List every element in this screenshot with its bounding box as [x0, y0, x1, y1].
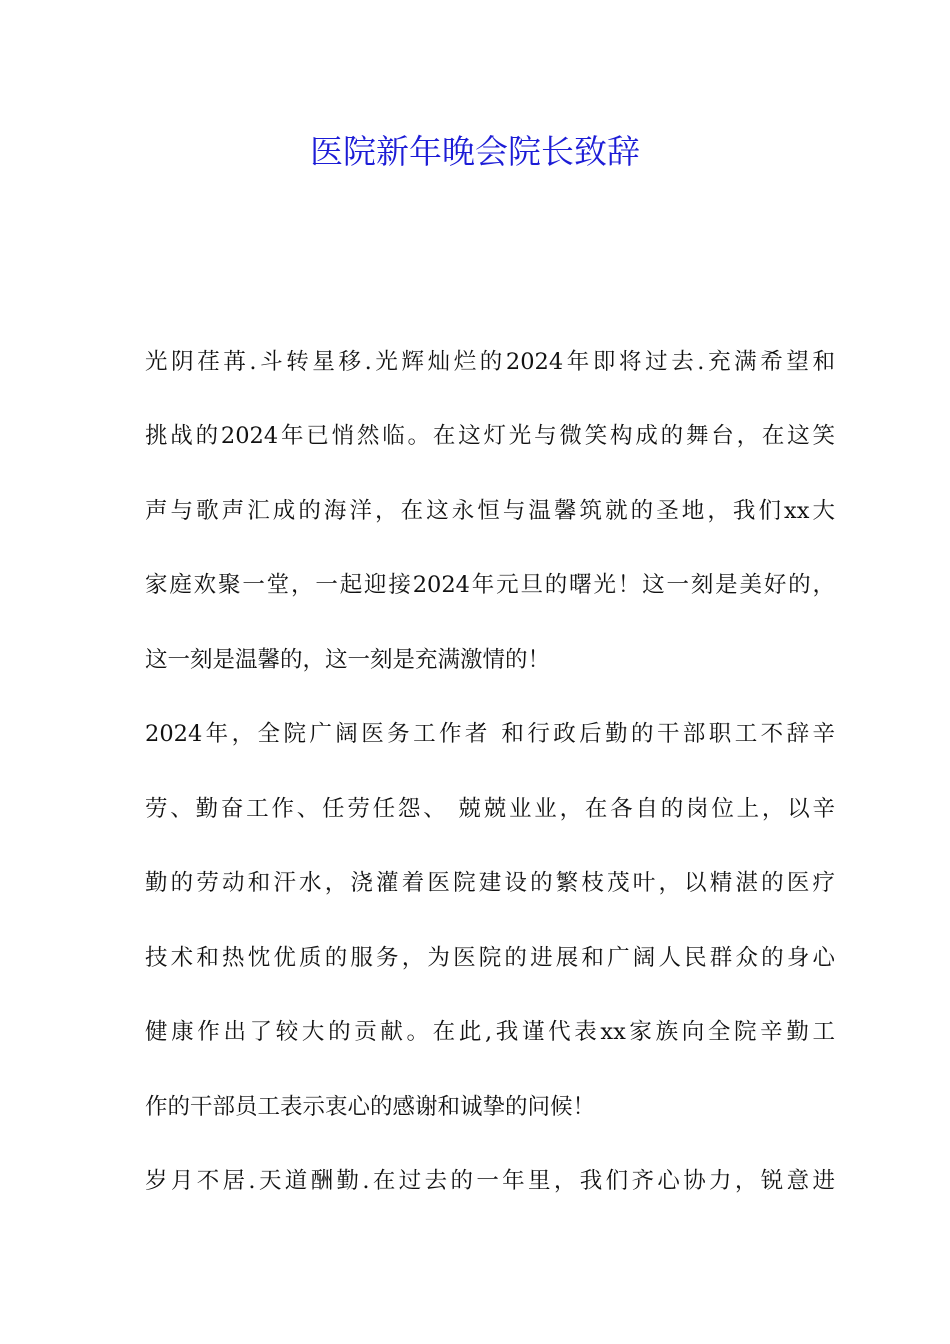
document-title: 医院新年晚会院长致辞	[310, 132, 640, 171]
paragraph-line-2: 挑战的2024年已悄然临。在这灯光与微笑构成的舞台，在这笑	[145, 423, 835, 449]
paragraph-line-9: 技术和热忱优质的服务，为医院的进展和广阔人民群众的身心	[145, 945, 835, 971]
paragraph-line-5: 这一刻是温馨的，这一刻是充满激情的！	[145, 647, 551, 673]
paragraph-line-10: 健康作出了较大的贡献。在此,我谨代表xx家族向全院辛勤工	[145, 1019, 835, 1045]
paragraph-line-1: 光阴荏苒.斗转星移.光辉灿烂的2024年即将过去.充满希望和	[145, 349, 835, 375]
paragraph-line-4: 家庭欢聚一堂，一起迎接2024年元旦的曙光！这一刻是美好的，	[145, 572, 835, 598]
paragraph-line-6: 2024年，全院广阔医务工作者 和行政后勤的干部职工不辞辛	[145, 721, 835, 747]
paragraph-line-12: 岁月不居.天道酬勤.在过去的一年里，我们齐心协力，锐意进	[145, 1168, 835, 1194]
paragraph-line-7: 劳、勤奋工作、任劳任怨、 兢兢业业，在各自的岗位上，以辛	[145, 796, 835, 822]
paragraph-line-11: 作的干部员工表示衷心的感谢和诚挚的问候！	[145, 1094, 596, 1120]
paragraph-line-3: 声与歌声汇成的海洋，在这永恒与温馨筑就的圣地，我们xx大	[145, 498, 835, 524]
paragraph-line-8: 勤的劳动和汗水，浇灌着医院建设的繁枝茂叶，以精湛的医疗	[145, 870, 835, 896]
